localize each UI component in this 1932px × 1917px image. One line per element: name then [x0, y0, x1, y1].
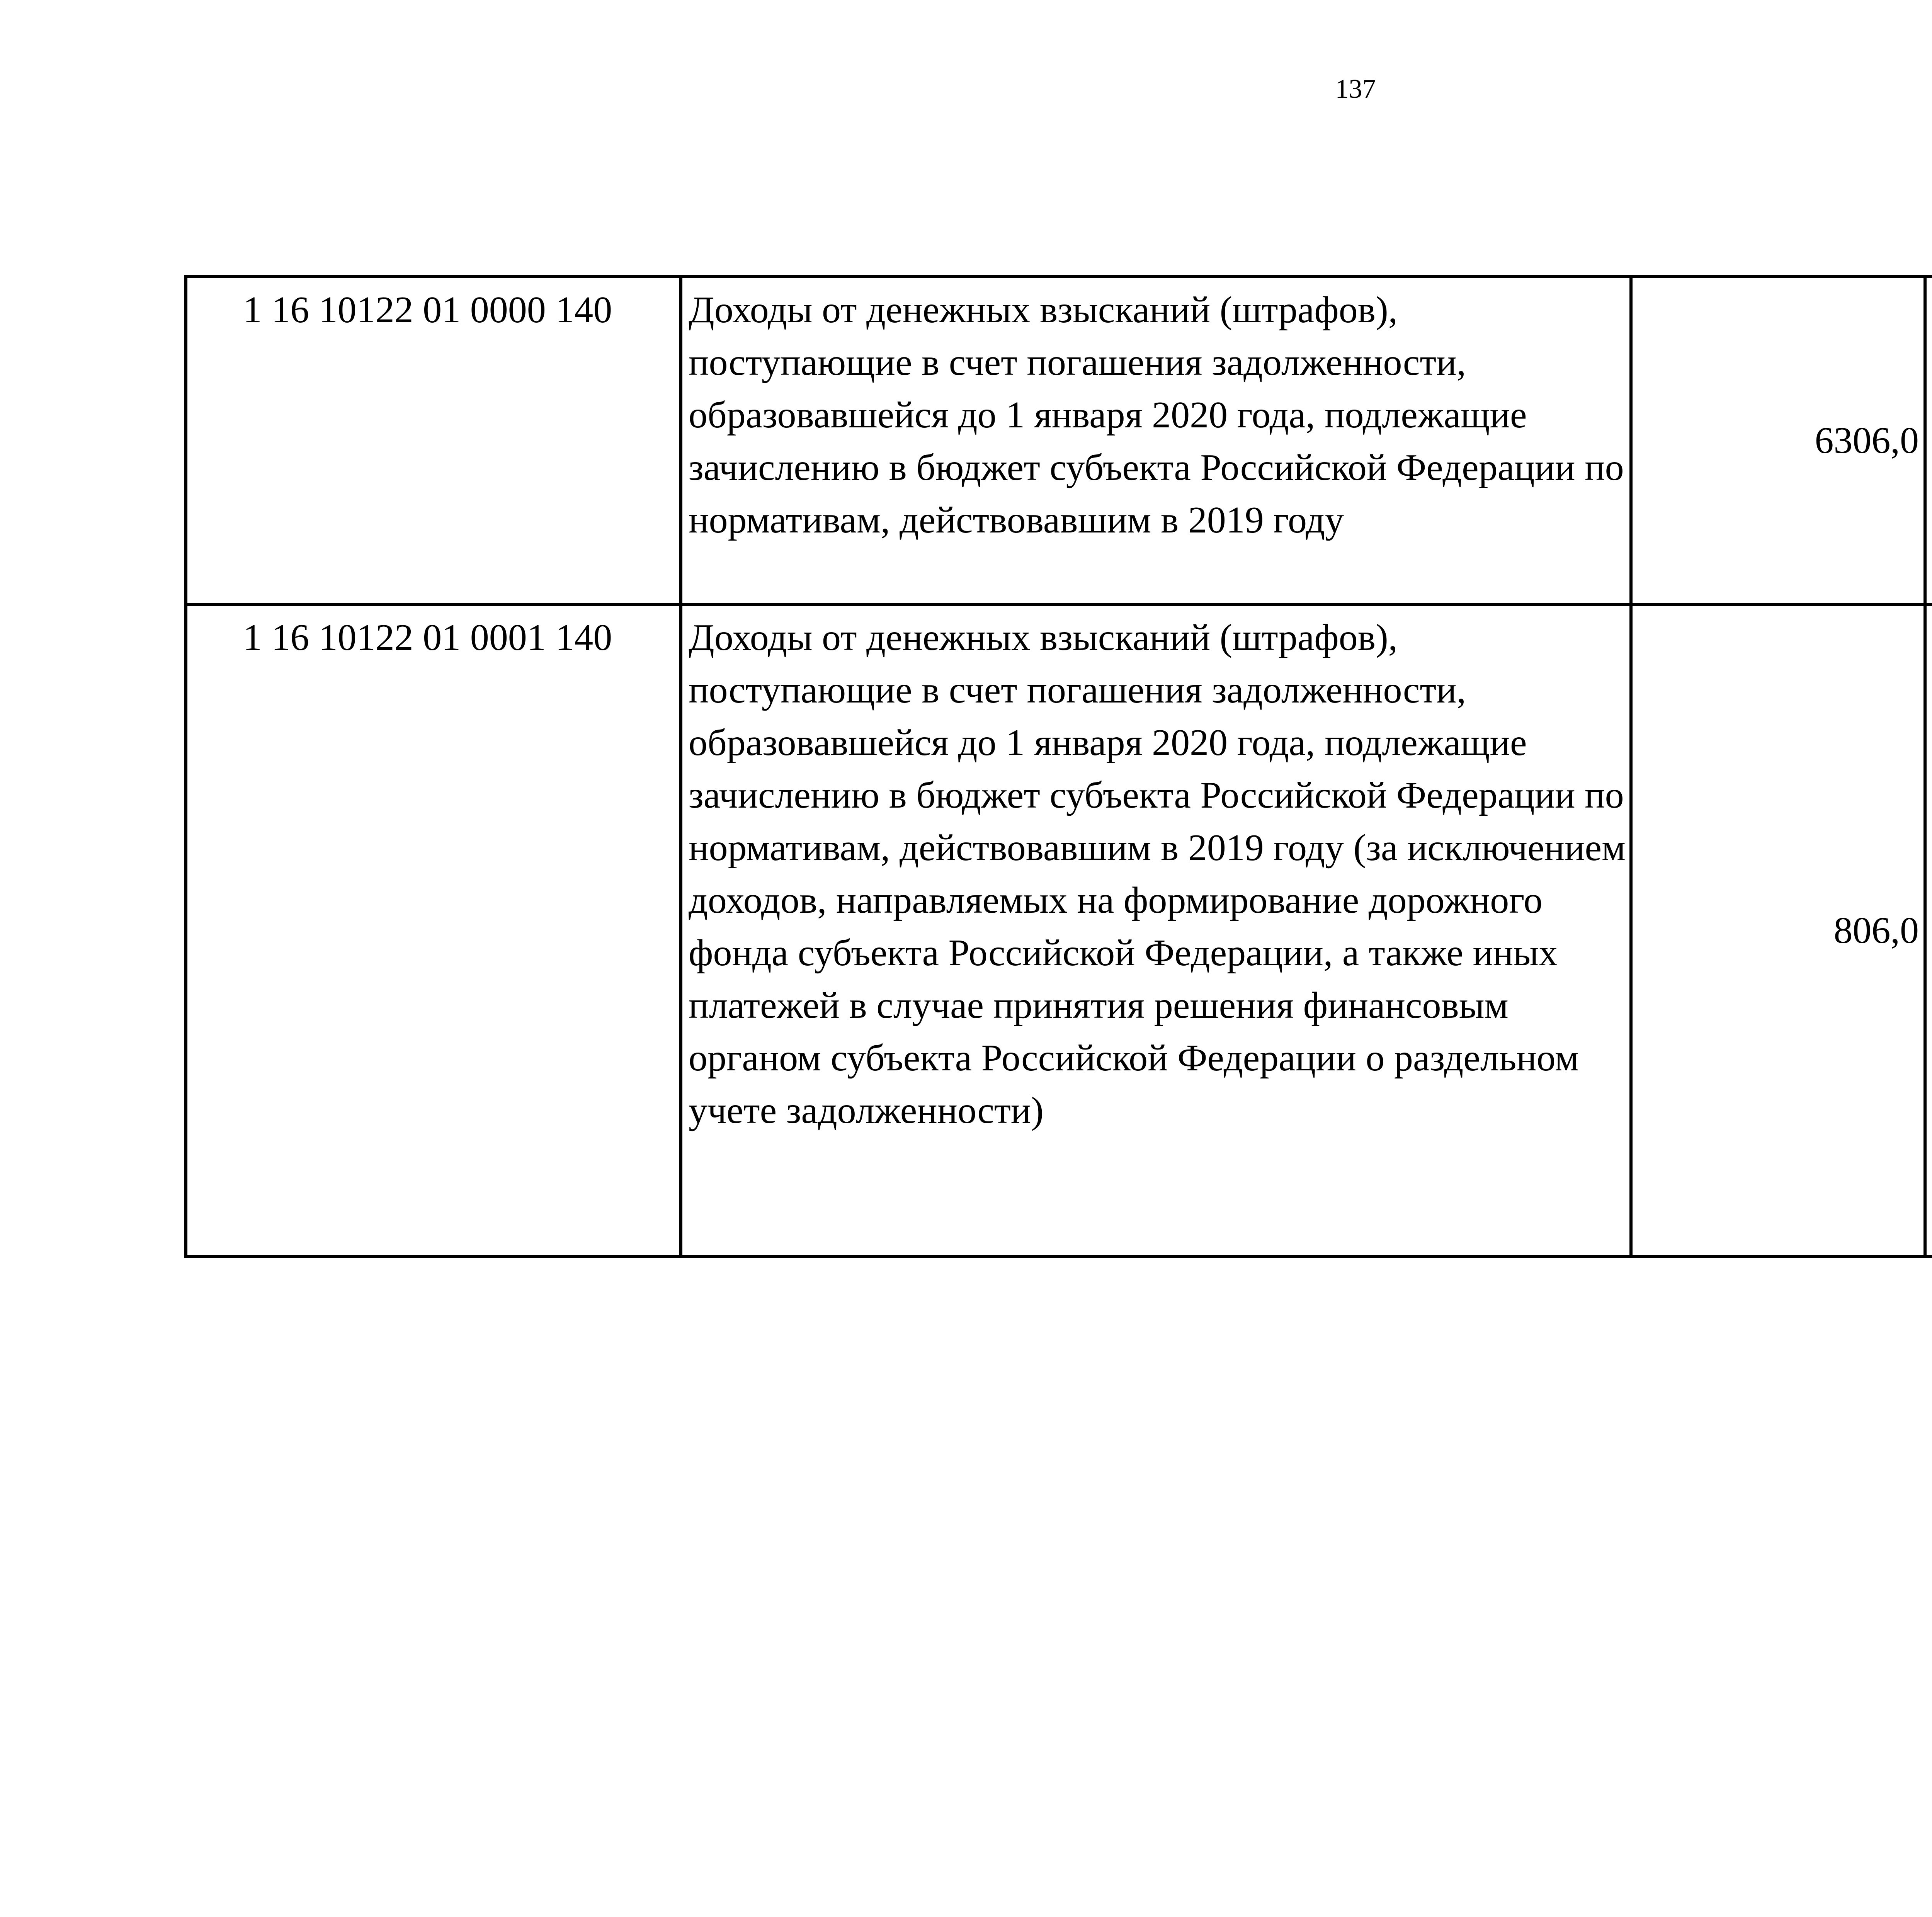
budget-table [184, 275, 1932, 1258]
table-row [186, 277, 1932, 604]
budget-code-cell: 1 16 10122 01 0001 140 [186, 604, 681, 1257]
description-cell: Доходы от денежных взысканий (штрафов), поступающие в счет погашения задолженности, образовавшейся до 1 января 2020 года, подлежащие зачислению в бюджет субъекта Российской Федерации по нормативам, действовавшим в 2019 году (за исключением доходов, направляемых на формирование дорожного фонда субъекта Российской Федерации, а также иных платежей в случае принятия решения финансовым органом субъекта Российской Федерации о раздельном учете задолженности) [681, 604, 1631, 1257]
value-cell-2 [1925, 604, 1932, 1257]
page-number: 137 [1335, 74, 1376, 104]
value-cell-1: 806,0 [1631, 604, 1925, 1257]
table-row [186, 604, 1932, 1257]
budget-code-cell: 1 16 10122 01 0000 140 [186, 277, 681, 604]
value-cell-1: 6306,0 [1631, 277, 1925, 604]
value-cell-2 [1925, 277, 1932, 604]
description-cell: Доходы от денежных взысканий (штрафов), поступающие в счет погашения задолженности, образовавшейся до 1 января 2020 года, подлежащие зачислению в бюджет субъекта Российской Федерации по нормативам, действовавшим в 2019 году [681, 277, 1631, 604]
